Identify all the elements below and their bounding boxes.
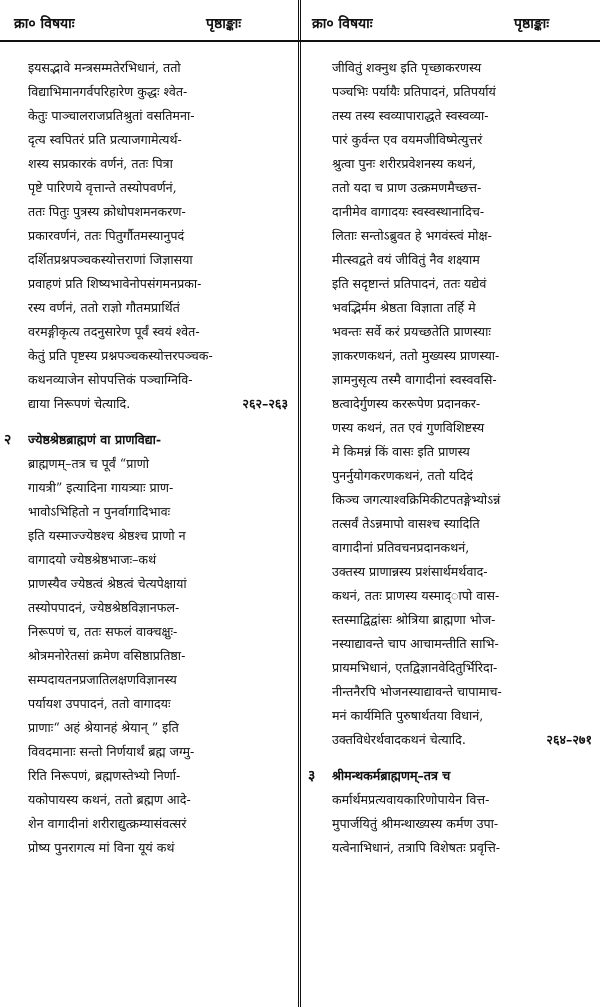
text-line: पञ्चभिः पर्यायैः प्रतिपादनं, प्रतिपर्यायं <box>332 84 496 99</box>
section-title-line: ज्येष्ठश्रेष्ठब्राह्मणं वा प्राणविद्या- <box>28 432 162 447</box>
text-line: लिताः सन्तोऽब्रुवत हे भगवंस्त्वं मोक्ष- <box>332 228 492 243</box>
right-column-heading: क्रा० विषयाः <box>312 16 373 32</box>
column-divider <box>298 0 301 1007</box>
section-2 <box>6 428 290 860</box>
section-number: ३ <box>308 768 316 784</box>
text-line: ज्ञामनुसृत्य तस्मै वागादीनां स्वस्ववसि- <box>332 372 497 387</box>
text-line: वागादीनां प्रतिवचनप्रदानकथनं, <box>332 540 470 555</box>
text-line: गायत्री” इत्यादिना गायत्र्याः प्राण- <box>28 480 174 495</box>
text-line: प्रवाहणं प्रति शिष्यभावेनोपसंगमनप्रका- <box>28 276 202 291</box>
right-page-number-heading: पृष्ठाङ्काः <box>514 16 550 32</box>
text-line: भवन्तः सर्वे करं प्रयच्छतेति प्राणस्याः <box>332 324 491 339</box>
text-line: जीवितुं शक्नुथ इति पृच्छाकरणस्य <box>332 60 482 75</box>
text-line: पृष्टे पारिणये वृत्तान्ते तस्योपवर्णनं, <box>28 180 177 195</box>
text-line: णस्य कथनं, तत एवं गुणविशिष्टस्य <box>332 420 485 435</box>
text-line: उक्तस्य प्राणान्नस्य प्रशंसार्थमर्थवाद- <box>332 564 488 579</box>
text-line: ष्ठत्वादेर्गुणस्य कररूपेण प्रदानकर- <box>332 396 481 411</box>
text-line: ततः पितुः पुत्रस्य क्रोधोपशमनकरण- <box>28 204 186 219</box>
text-line: प्राणस्यैव ज्येष्ठत्वं श्रेष्ठत्वं चेत्यपेक्षायां <box>28 576 187 591</box>
text-line: तस्य तस्य स्वव्यापाराद्धते स्वस्वव्या- <box>332 108 489 123</box>
text-line: कथनव्याजेन सोपपत्तिकं पञ्चाग्निवि- <box>28 372 193 387</box>
text-line: केतुं प्रति पृष्टस्य प्रश्नपञ्चकस्योत्तरपञ्चक- <box>28 348 213 363</box>
text-line: प्राणाः“ अहं श्रेयानहं श्रेयान् ” इति <box>28 720 179 735</box>
text-line: वरमङ्गीकृत्य तदनुसारेण पूर्वं स्वयं श्वेत- <box>28 324 200 339</box>
section-lines <box>310 56 594 752</box>
left-page-number-heading: पृष्ठाङ्काः <box>206 16 242 32</box>
text-line: स्तस्माद्विद्वांसः श्रोत्रिया ब्राह्मणा भोज- <box>332 612 496 627</box>
right-column <box>310 56 594 860</box>
text-line: शेन वागादीनां शरीराद्युत्क्रम्यासंवत्सरं <box>28 816 187 831</box>
text-line: मीत्स्वद्वते वयं जीवितुं नैव शक्ष्याम <box>332 252 480 267</box>
section-lines <box>6 428 290 860</box>
section-lines <box>310 764 594 860</box>
text-line: मे किमन्नं किं वासः इति प्राणस्य <box>332 444 470 459</box>
text-line: ब्राह्मणम्–तत्र च पूर्वं “प्राणो <box>28 456 149 471</box>
text-line: रस्य वर्णनं, ततो राज्ञो गौतमप्रार्थितं <box>28 300 180 315</box>
text-line: वागादयो ज्येष्ठश्रेष्ठभाजः–कथं <box>28 552 157 567</box>
text-line: इति यस्माज्ज्येष्ठश्च श्रेष्ठश्च प्राणो न <box>28 528 186 543</box>
left-column-heading: क्रा० विषयाः <box>14 16 75 32</box>
text-line: भावोऽभिहितो न पुनर्वागादिभावः <box>28 504 171 519</box>
text-line: प्रायमभिधानं, एतद्विज्ञानवेदितुर्भिरिदा- <box>332 660 498 675</box>
text-line: द्याया निरूपणं चेत्यादि. <box>28 396 131 411</box>
section-1-continuation <box>6 56 290 416</box>
text-line: मनं कार्यमिति पुरुषार्थतया विधानं, <box>332 708 484 723</box>
text-line: भवद्भिर्मम श्रेष्ठता विज्ञाता तर्हि मे <box>332 300 476 315</box>
page-range: २६२–२६३ <box>242 396 288 411</box>
text-line: नस्याद्यावन्ते चाप आचामन्तीति साभि- <box>332 636 499 651</box>
text-line: पुनर्नुयोगकरणकथनं, ततो यदिदं <box>332 468 473 483</box>
section-lines <box>6 56 290 416</box>
text-line: इति सदृष्टान्तं प्रतिपादनं, ततः यद्येवं <box>332 276 487 291</box>
text-line: दृत्य स्वपितरं प्रति प्रत्याजगामेत्यर्थ- <box>28 132 182 147</box>
text-line: प्रोष्य पुनरागत्य मां विना यूयं कथं <box>28 840 175 855</box>
text-line: विद्याभिमानगर्वपरिहारेण कुद्धः श्वेत- <box>28 84 188 99</box>
text-line: विवदमानाः सन्तो निर्णयार्थं ब्रह्म जग्मु- <box>28 744 195 759</box>
text-line: पारं कुर्वन्त एव वयमजीविष्मेत्युत्तरं <box>332 132 483 147</box>
text-line: दानीमेव वागादयः स्वस्वस्थानादिच- <box>332 204 485 219</box>
text-line: नीन्तनैरपि भोजनस्याद्यावन्ते चापामाच- <box>332 684 502 699</box>
text-line: पर्यायश उपपादनं, ततो वागादयः <box>28 696 171 711</box>
text-line: निरूपणं च, ततः सफलं वाक्चक्षुः- <box>28 624 178 639</box>
text-line: ततो यदा च प्राण उत्क्रमणमैच्छत्त- <box>332 180 482 195</box>
text-line: कर्मार्थमप्रत्यवायकारिणोपायेन वित्त- <box>332 792 490 807</box>
text-line: यत्वेनाभिधानं, तत्रापि विशेषतः प्रवृत्ति- <box>332 840 501 855</box>
text-line: प्रकारवर्णनं, ततः पितुर्गौतमस्यानुपदं <box>28 228 185 243</box>
text-line: केतुः पाञ्चालराजप्रतिश्रुतां वसतिमना- <box>28 108 195 123</box>
text-line: तस्योपपादनं, ज्येष्ठश्रेष्ठविज्ञानफल- <box>28 600 180 615</box>
page-range: २६४–२७१ <box>546 732 592 747</box>
section-number: २ <box>4 432 12 448</box>
text-line: शस्य सप्रकारकं वर्णनं, ततः पित्रा <box>28 156 173 171</box>
text-line: उक्तविधेरर्थवादकथनं चेत्यादि. <box>332 732 466 747</box>
text-line: कथनं, ततः प्राणस्य यस्माद्‌ापो वास- <box>332 588 500 603</box>
text-line: तत्सर्वं तेऽन्नमापो वासश्च स्यादिति <box>332 516 480 531</box>
text-line: यकोपायस्य कथनं, ततो ब्रह्मण आदे- <box>28 792 191 807</box>
text-line: किञ्च जगत्याश्वक्रिमिकीटपतङ्गेभ्योऽन्नं <box>332 492 501 507</box>
text-line: रिति निरूपणं, ब्रह्मणस्तेभ्यो निर्णा- <box>28 768 181 783</box>
text-line: इयसद्भावे मन्त्रसम्मतेरभिधानं, ततो <box>28 60 181 75</box>
text-line: श्रुत्वा पुनः शरीरप्रवेशनस्य कथनं, <box>332 156 476 171</box>
text-line: दर्शितप्रश्नपञ्चकस्योत्तराणां जिज्ञासया <box>28 252 193 267</box>
section-3 <box>310 764 594 860</box>
section-2-continuation <box>310 56 594 752</box>
text-line: ज्ञाकरणकथनं, ततो मुख्यस्य प्राणस्या- <box>332 348 500 363</box>
text-line: सम्पदायतनप्रजातिलक्षणविज्ञानस्य <box>28 672 177 687</box>
section-title-line: श्रीमन्थकर्मब्राह्मणम्–तत्र च <box>332 768 451 783</box>
left-column <box>6 56 290 860</box>
text-line: श्रोत्रमनोरेतसां क्रमेण वसिष्ठाप्रतिष्ठा- <box>28 648 186 663</box>
text-line: मुपार्जयितुं श्रीमन्थाख्यस्य कर्मण उपा- <box>332 816 499 831</box>
